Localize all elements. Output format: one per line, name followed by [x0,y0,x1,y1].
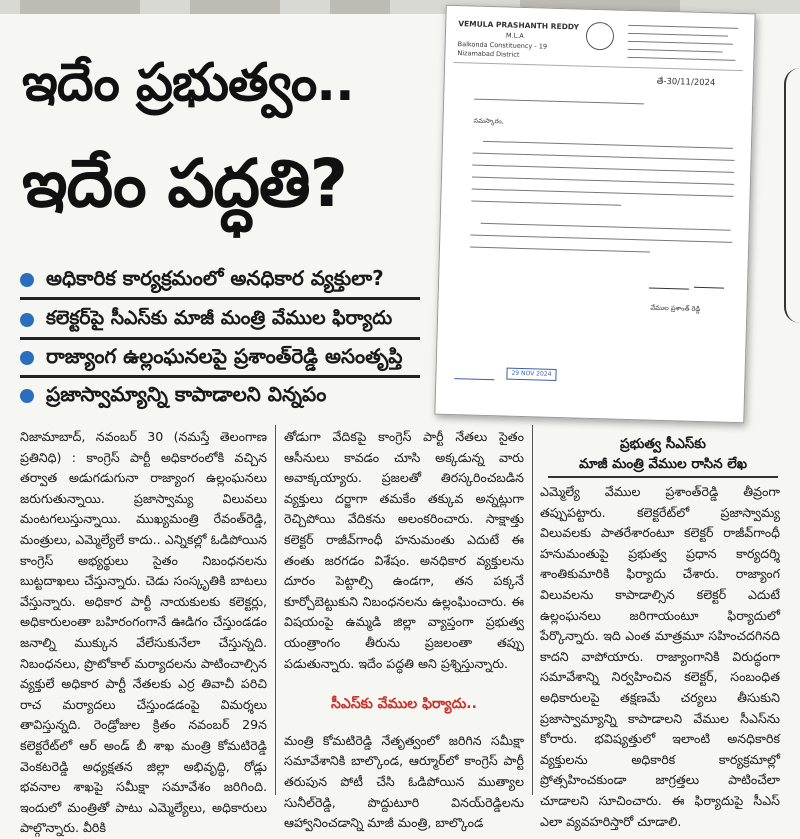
bullet-text: అధికారిక కార్యక్రమంలో అనధికార వ్యక్తులా? [46,265,384,290]
column-divider [275,425,276,795]
letter-date: తే-30/11/2024 [656,76,716,89]
letter-district: Nizamabad District [457,49,520,59]
column-divider [532,425,533,795]
letter-greeting: నమస్కారం, [473,116,504,126]
letter-received-stamp: 29 NOV 2024 [506,368,556,381]
article-body-text: ఎమ్మెల్యే వేముల ప్రశాంత్‌రెడ్డి తీవ్రంగా తప్పుపట్టారు. కలెక్టరేట్‌లో ప్రజాస్వామ్య విలువలకు పాతరేశారంటూ కలెక్టర్ రాజీవ్‌గాంధీ హనుమంతుపై ప్రభుత్వ ప్రధాన కార్యదర్శి శాంతికుమారికి ఫిర్యాదు చేశారు. రాజ్యాంగ విలువలను కాపాడాల్సిన కలెక్టర్ ఎదుటే ఉల్లంఘనలు జరిగాయంటూ ఫిర్యాదులో పేర్కొన్నారు. ఇది ఎంత మాత్రమూ సహించదగినది కాదని వాపోయారు. రాజ్యాంగానికి విరుద్ధంగా సమావేశాన్ని నిర్వహించిన కలెక్టర్, సంబంధిత అధికారులపై తక్షణమే చర్యలు తీసుకుని ప్రజాస్వామ్యాన్ని కాపాడాలని వేముల సీఎస్‌ను కోరారు. భవిష్యత్తులో ఇలాంటి అనధికారిక వ్యక్తులను అధికారిక కార్యక్రమాల్లో ప్రోత్సహించకుండా జాగ్రత్తలు పాటించేలా చూడాలని సూచించారు. ఈ ఫిర్యాదుపై సీఎస్ ఎలా వ్యవహరిస్తారో చూడాలి. [540,484,780,829]
letter-caption [560,434,766,474]
caption-line-1: ప్రభుత్వ సీఎస్‌కు [620,436,706,452]
bullet-divider [20,375,420,378]
headline-line-1: ఇదేం ప్రభుత్వం.. [22,53,354,113]
emblem-seal-icon [586,22,615,51]
article-dateline: నిజామాబాద్, నవంబర్ 30 (నమస్తే తెలంగాణ ప్రతినిధి) : [20,429,267,465]
bullet-item-2 [20,303,392,337]
bullet-divider [20,337,420,340]
article-subheading: సీఎస్‌కు వేముల ఫిర్యాదు.. [331,696,477,713]
article-column-1 [20,427,267,836]
article-body-text: మంత్రి కోమటిరెడ్డి నేతృత్వంలో జరిగిన సమీక్షా సమావేశానికి బాల్కొండ, ఆర్మూర్‌లో కాంగ్రెస్ పార్టీ తరుపున పోటీ చేసి ఓడిపోయిన ముత్యాల సునీల్‌రెడ్డి, పొద్దుటూరి వినయ్‌రెడ్డిలను ఆహ్వానించడాన్ని మాజీ మంత్రి, బాల్కొండ [284,732,524,831]
article-body-text: తోడుగా వేదికపై కాంగ్రెస్ పార్టీ నేతలు సైతం ఆసీనులు కావడం చూసి అక్కడున్న వారు అవాక్కయ్యారు. ప్రజలతో తిరస్కరించబడిన వ్యక్తులు దర్జాగా తమకేం తక్కువ అన్నట్లుగా రెచ్చిపోయి వేదికను అలంకరించారు. సాక్షాత్తు కలెక్టర్ రాజీవ్‌గాంధీ హనుమంతు ఎదుటే ఈ తంతు జరగడం విశేషం. అనధికార వ్యక్తులను దూరం పెట్టాల్సి ఉండగా, తన పక్కనే కూర్చోబెట్టుకుని నిబంధనలను ఉల్లంఘించారు. ఈ విషయంపై ఉమ్మడి జిల్లా వ్యాప్తంగా ప్రభుత్వ యంత్రాంగం తీరును ప్రజలంతా తప్పు పడుతున్నారు. ఇదేం పద్ధతి అని ప్రశ్నిస్తున్నారు. [284,429,524,671]
adjacent-photo-edge [784,68,800,323]
bullet-item-1 [20,263,384,297]
letter-constituency: Balkonda Constituency - 19 [457,40,548,51]
bullet-dot-icon [20,389,34,403]
headline-line-2: ఇదేం పద్ధతి? [22,145,347,222]
caption-underline [548,476,778,478]
complaint-letter-image [434,5,755,423]
bullet-item-4 [20,379,326,413]
bullet-text: ప్రజాస్వామ్యాన్ని కాపాడాలని విన్నపం [46,381,327,406]
caption-line-2: మాజీ మంత్రి వేముల రాసిన లేఖ [578,456,748,472]
letter-designation: M.L.A [505,31,524,40]
letter-sender-name: VEMULA PRASHANTH REDDY [458,19,580,32]
bullet-text: కలెక్టర్‌పై సీఎస్‌కు మాజీ మంత్రి వేముల ఫిర్యాదు [46,306,393,329]
bullet-item-3 [20,341,403,375]
article-column-2 [284,427,524,831]
letter-signature-name: వేముల ప్రశాంత్ రెడ్డి [650,303,701,313]
article-column-3 [540,482,780,829]
bullet-text: రాజ్యాంగ ఉల్లంఘనలపై ప్రశాంత్‌రెడ్డి అసంతృప్తి [46,343,403,368]
bullet-dot-icon [20,273,34,287]
bullet-dot-icon [20,351,34,365]
article-body-text: కాంగ్రెస్ పార్టీ అధికారంలోకి వచ్చిన తర్వాత అడుగడుగునా రాజ్యాంగ ఉల్లంఘనలు జరుగుతున్నాయి. ప్రజాస్వామ్య విలువలు మంటగలుస్తున్నాయి. ముఖ్యమంత్రి రేవంత్‌రెడ్డి, మంత్రులు, ఎమ్మెల్యేలే కాదు.. ఎన్నికల్లో ఓడిపోయిన కాంగ్రెస్ అభ్యర్థులు సైతం నిబంధనలను బుట్టదాఖలు చేస్తున్నారు. చెడు సంస్కృతికి బాటలు వేస్తున్నారు. అధికార పార్టీ నాయకులకు కలెక్టర్లు, అధికారులంతా బహిరంగంగానే ఊడిగం చేస్తుండడం జనాల్ని ముక్కున వేలేసుకునేలా చేస్తున్నది. నిబంధనలు, ప్రొటోకాల్ మర్యాదలను పాటించాల్సిన వ్యక్తులే అధికార పార్టీ నేతలకు ఎర్ర తివాచీ పరిచి రాచ మర్యాదలు చేస్తుండడంపై విమర్శలు తావిస్తున్నది. రెండ్రోజుల క్రితం నవంబర్ 29న కలెక్టరేట్‌లో ఆర్ అండ్ బీ శాఖ మంత్రి కోమటిరెడ్డి వెంకటరెడ్డి అధ్యక్షతన జిల్లా అభివృద్ధి, రోడ్లు భవనాల శాఖపై సమీక్షా సమావేశం జరిగింది. ఇందులో మంత్రితో పాటు ఎమ్మెల్యేలు, అధికారులు పాల్గొన్నారు. వీరికి [20,449,267,836]
bullet-dot-icon [20,313,34,327]
bullet-divider [20,297,420,300]
